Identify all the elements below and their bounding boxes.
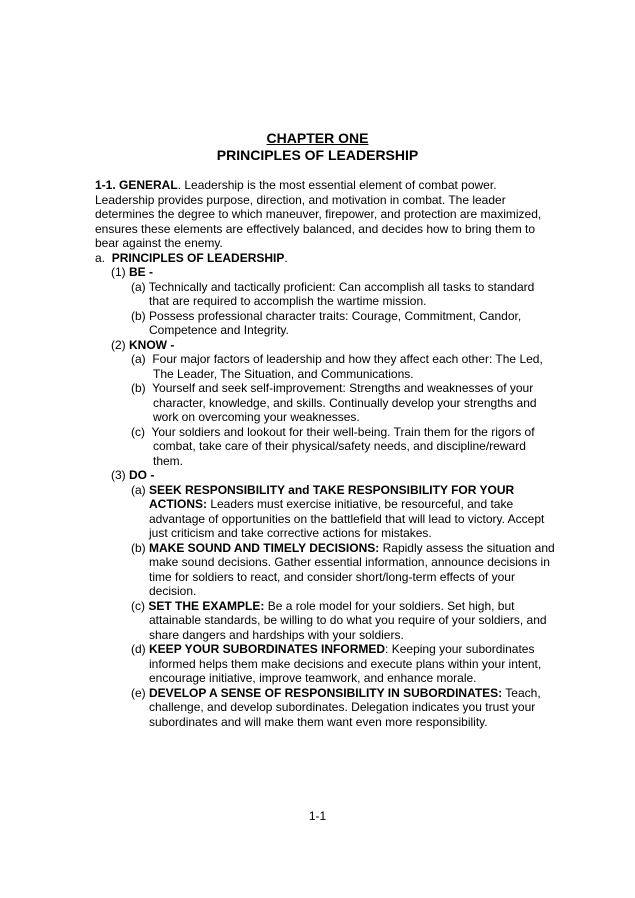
general-heading: 1-1. GENERAL <box>95 178 178 192</box>
do-item-heading: MAKE SOUND AND TIMELY DECISIONS: <box>149 540 380 555</box>
know-item-text: Four major factors of leadership and how they affect each other: The Led, The Leader, The Situation, and Communications. <box>152 352 543 381</box>
be-marker: (1) <box>111 265 126 279</box>
general-paragraph <box>95 178 555 251</box>
do-item-text: Be a role model for your soldiers. Set high, but attainable standards, be willing to do what you require of your soldiers, and share dangers and hardships with your soldiers. <box>149 598 547 642</box>
be-item-marker: (a) <box>131 279 146 294</box>
know-item-marker: (c) <box>131 424 145 439</box>
do-item-marker: (b) <box>131 540 146 555</box>
know-item <box>95 352 555 381</box>
section-a-period: . <box>284 250 288 265</box>
be-item <box>95 309 555 338</box>
know-item-marker: (b) <box>131 381 146 395</box>
page-number: 1-1 <box>308 809 327 823</box>
section-a-heading <box>95 251 555 266</box>
do-item-marker: (e) <box>131 685 146 700</box>
be-title: BE - <box>129 265 154 279</box>
section-a-marker: a. <box>95 250 106 265</box>
section-a-title: PRINCIPLES OF LEADERSHIP <box>111 250 285 265</box>
know-title: KNOW - <box>129 337 175 352</box>
do-item <box>95 642 555 686</box>
do-item <box>95 483 555 541</box>
do-item-heading: SET THE EXAMPLE: <box>148 598 265 613</box>
do-item-marker: (d) <box>131 642 146 656</box>
know-item <box>95 381 555 425</box>
body-text <box>95 178 555 729</box>
do-item-text: : Keeping your subordinates informed helps them make decisions and execute plans within your intent, encourage initiative, improve teamwork, and enhance morale. <box>149 642 542 685</box>
do-item-heading: KEEP YOUR SUBORDINATES INFORMED <box>149 642 386 656</box>
do-item-marker: (c) <box>131 598 145 613</box>
know-marker: (2) <box>111 337 126 352</box>
do-item <box>95 599 555 643</box>
do-item <box>95 541 555 599</box>
be-item-text: Technically and tactically proficient: Can accomplish all tasks to standard that are required to accomplish the wartime mission. <box>148 279 535 308</box>
do-item-marker: (a) <box>131 482 146 497</box>
do-item-text: Leaders must exercise initiative, be resourceful, and take advantage of opportunities on the battlefield that will lead to victory. Accept just criticism and take corrective actions for mistakes. <box>149 497 545 540</box>
be-heading <box>95 265 555 280</box>
know-heading <box>95 338 555 353</box>
do-item-text: Teach, challenge, and develop subordinates. Delegation indicates you trust your subordinates and will make them want even more responsibility. <box>149 685 541 729</box>
be-item <box>95 280 555 309</box>
know-item-text: Yourself and seek self-improvement: Strengths and weaknesses of your character, knowledge, and skills. Continually develop your strengths and work on overcoming your weaknesses. <box>152 381 537 424</box>
be-item-marker: (b) <box>131 308 146 323</box>
know-item-marker: (a) <box>131 352 146 366</box>
do-marker: (3) <box>111 468 126 482</box>
chapter-subtitle: PRINCIPLES OF LEADERSHIP <box>216 147 419 163</box>
know-item-text: Your soldiers and lookout for their well-being. Train them for the rigors of combat, take care of their physical/safety needs, and discipline/reward them. <box>151 424 535 468</box>
general-text: . Leadership is the most essential element of combat power. Leadership provides purpose, direction, and motivation in combat. The leader determines the degree to which maneuver, firepower, and protection are maximized, ensures these elements are effectively balanced, and decides how to bring them to bear against the enemy. <box>95 178 542 250</box>
do-title: DO - <box>129 468 155 482</box>
do-item-heading: SEEK RESPONSIBILITY and TAKE RESPONSIBILITY FOR YOUR ACTIONS: <box>149 482 515 511</box>
do-item <box>95 686 555 730</box>
know-item <box>95 425 555 469</box>
be-item-text: Possess professional character traits: Courage, Commitment, Candor, Competence and Integrity. <box>149 308 522 337</box>
chapter-title: CHAPTER ONE <box>266 130 369 146</box>
do-heading <box>95 468 555 483</box>
do-item-text: Rapidly assess the situation and make sound decisions. Gather essential information, announce decisions in time for soldiers to react, and consider short/long-term effects of your decision. <box>149 540 555 598</box>
do-item-heading: DEVELOP A SENSE OF RESPONSIBILITY IN SUBORDINATES: <box>149 685 503 700</box>
